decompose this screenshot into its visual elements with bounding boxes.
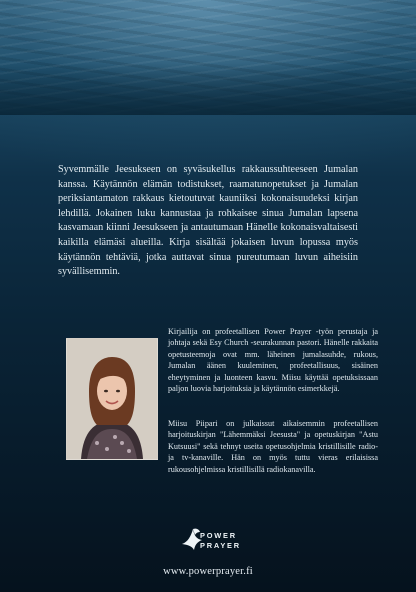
logo-word-prayer: PRAYER xyxy=(200,541,241,550)
power-prayer-logo xyxy=(178,524,240,558)
website-url: www.powerprayer.fi xyxy=(163,566,253,577)
ocean-surface-image xyxy=(0,0,416,115)
author-portrait-image xyxy=(67,339,157,459)
author-photo xyxy=(66,338,158,460)
author-bio-paragraph-1: Kirjailija on profeetallisen Power Prayer -työn perustaja ja johtaja sekä Esy Church -seurakunnan pastori. Hänelle rakkaita opetusteemoja ovat mm. läheinen jumalasuhde, rukous, Jumalan äänen kuuleminen, profeetallisuus, sisäinen eheytyminen ja luonteen kasvu. Miisu käyttää opetuksissaan paljon luovia harjoituksia ja käytännön esimerkkejä. xyxy=(168,327,378,394)
author-bio-paragraph-2: Miisu Piipari on julkaissut aikaisemmin profeetallisen harjoituskirjan "Lähemmäksi Jeesusta" ja opetuskirjan "Astu Kutsuusi" sekä tehnyt useita opetusohjelmia kristillisille radio- ja tv-kanaville. Hän on myös tuttu vieras erilaisissa rukousohjelmissa kristillisillä radiokanavilla. xyxy=(168,419,378,474)
book-description: Syvemmälle Jeesukseen on syväsukellus rakkaussuhteeseen Jumalan kanssa. Käytännön elämän todistukset, raamatunopetukset ja Jumalan periksiantamaton rakkaus kietoutuvat kauniiksi kokonaisuudeksi kirjan lehdillä. Jokainen luku kannustaa ja rohkaisee sinua Jumalan lapsena kasvamaan kiinni Jeesukseen ja antautumaan Hänelle kokonaisvaltaisesti kaikilla elämäsi alueilla. Kirja sisältää jokaisen luvun lopussa myös käytännön tehtäviä, jotka auttavat sinua pureutumaan luvun aiheisiin syvällisemmin. xyxy=(58,164,358,278)
logo-word-power: POWER xyxy=(200,531,237,540)
